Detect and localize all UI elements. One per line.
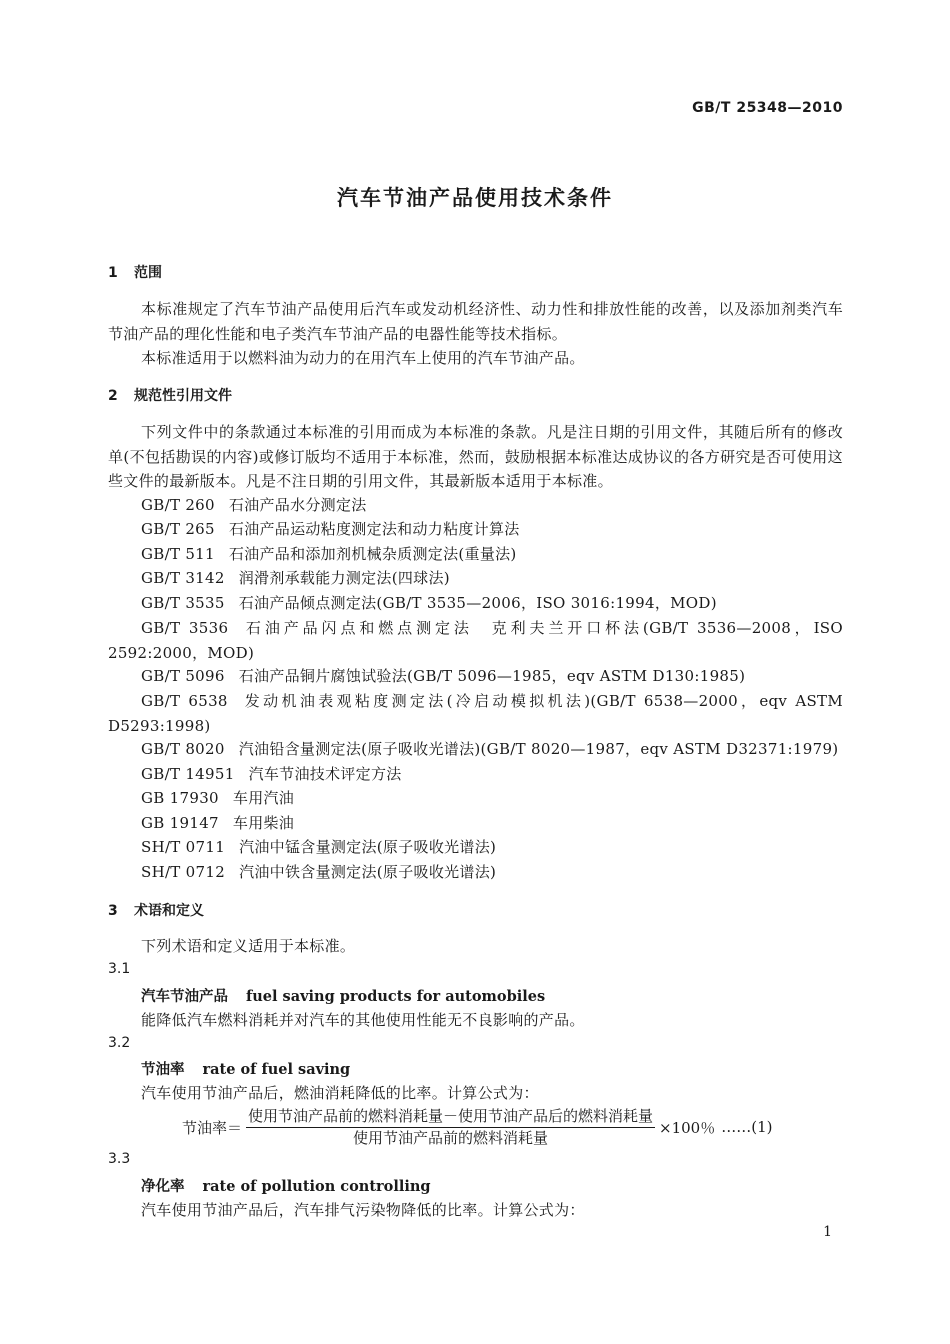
term-title: [141, 1058, 350, 1079]
reference-code: GB/T 511: [141, 545, 215, 563]
standard-code: GB/T 25348—2010: [692, 100, 843, 116]
formula-lhs: 节油率＝: [182, 1118, 243, 1137]
reference-item: [141, 738, 838, 759]
formula-denominator: 使用节油产品前的燃料消耗量: [353, 1128, 549, 1147]
reference-code: GB/T 14951: [141, 765, 235, 783]
reference-title: 石油产品水分测定法: [228, 496, 367, 514]
paragraph: 本标准适用于以燃料油为动力的在用汽车上使用的汽车节油产品。: [141, 349, 585, 367]
reference-title: 车用柴油: [232, 814, 295, 832]
reference-title: 石油产品运动粘度测定法和动力粘度计算法: [228, 520, 520, 538]
section-number: 3: [108, 903, 118, 919]
term-number: 3.1: [108, 961, 131, 977]
section-number: 1: [108, 265, 118, 281]
paragraph: 下列术语和定义适用于本标准。: [141, 937, 356, 955]
reference-item: [141, 861, 496, 882]
section-number: 2: [108, 388, 118, 404]
term-definition: 汽车使用节油产品后，燃油消耗降低的比率。计算公式为：: [141, 1084, 539, 1102]
reference-title: 汽油中铁含量测定法(原子吸收光谱法): [239, 863, 497, 881]
reference-title: 石油产品闪点和燃点测定法 克利夫兰开口杯法(GB/T 3536—2008，ISO 2592:2000，MOD): [108, 619, 843, 662]
reference-item: [141, 543, 517, 564]
term-name-en: fuel saving products for automobiles: [246, 988, 546, 1005]
reference-title: 石油产品和添加剂机械杂质测定法(重量法): [228, 545, 517, 563]
reference-code: SH/T 0711: [141, 838, 226, 856]
reference-title: 汽油中锰含量测定法(原子吸收光谱法): [239, 838, 497, 856]
formula-numerator: 使用节油产品前的燃料消耗量－使用节油产品后的燃料消耗量: [246, 1107, 655, 1128]
formula-fraction: [246, 1107, 655, 1148]
section-title: 范围: [134, 265, 162, 281]
section-title: 术语和定义: [134, 903, 204, 919]
reference-title: 润滑剂承载能力测定法(四球法): [238, 569, 450, 587]
term-title: [141, 985, 545, 1006]
reference-code: SH/T 0712: [141, 863, 226, 881]
reference-item: [141, 665, 745, 686]
term-definition: 能降低汽车燃料消耗并对汽车的其他使用性能无不良影响的产品。: [141, 1011, 585, 1029]
reference-code: GB 19147: [141, 814, 219, 832]
term-name-zh: 净化率: [141, 1179, 185, 1195]
reference-code: GB/T 260: [141, 496, 215, 514]
section-3-heading: [108, 900, 204, 920]
term-name-en: rate of pollution controlling: [202, 1178, 431, 1195]
reference-code: GB/T 6538: [141, 692, 228, 710]
reference-item: [141, 787, 294, 808]
section-title: 规范性引用文件: [134, 388, 232, 404]
page-number: 1: [823, 1224, 832, 1240]
reference-item: [108, 616, 843, 665]
paragraph: 本标准规定了汽车节油产品使用后汽车或发动机经济性、动力性和排放性能的改善，以及添加剂类汽车节油产品的理化性能和电子类汽车节油产品的电器性能等技术指标。: [108, 300, 843, 343]
reference-code: GB/T 3536: [141, 619, 229, 637]
reference-item: [108, 689, 843, 738]
reference-code: GB/T 8020: [141, 740, 225, 758]
term-definition: 汽车使用节油产品后，汽车排气污染物降低的比率。计算公式为：: [141, 1201, 585, 1219]
reference-item: [141, 836, 496, 857]
reference-item: [141, 592, 717, 613]
reference-code: GB/T 3142: [141, 569, 225, 587]
reference-title: 汽油铅含量测定法(原子吸收光谱法)(GB/T 8020—1987，eqv ASTM D32371:1979): [238, 740, 839, 758]
reference-title: 发动机油表观粘度测定法(冷启动模拟机法)(GB/T 6538—2000，eqv ASTM D5293:1998): [108, 692, 843, 735]
reference-code: GB 17930: [141, 789, 219, 807]
term-number: 3.2: [108, 1035, 131, 1051]
reference-code: GB/T 5096: [141, 667, 225, 685]
document-title: 汽车节油产品使用技术条件: [337, 186, 613, 210]
paragraph: 下列文件中的条款通过本标准的引用而成为本标准的条款。凡是注日期的引用文件，其随后所有的修改单(不包括勘误的内容)或修订版均不适用于本标准，然而，鼓励根据本标准达成协议的各方研究是否可使用这些文件的最新版本。凡是不注日期的引用文件，其最新版本适用于本标准。: [108, 423, 843, 490]
reference-code: GB/T 3535: [141, 594, 225, 612]
reference-item: [141, 567, 450, 588]
term-number: 3.3: [108, 1151, 131, 1167]
reference-code: GB/T 265: [141, 520, 215, 538]
reference-item: [141, 763, 402, 784]
reference-item: [141, 812, 294, 833]
term-name-zh: 汽车节油产品: [141, 989, 228, 1005]
equation-number: ……(1): [721, 1118, 773, 1136]
term-name-en: rate of fuel saving: [202, 1061, 351, 1078]
reference-title: 石油产品倾点测定法(GB/T 3535—2006，ISO 3016:1994，MOD): [238, 594, 717, 612]
section-1-heading: [108, 262, 162, 282]
reference-title: 汽车节油技术评定方法: [248, 765, 402, 783]
section-2-heading: [108, 385, 232, 405]
term-name-zh: 节油率: [141, 1062, 185, 1078]
reference-title: 车用汽油: [232, 789, 295, 807]
reference-title: 石油产品铜片腐蚀试验法(GB/T 5096—1985，eqv ASTM D130:1985): [238, 667, 746, 685]
formula-multiplier: ×100％: [659, 1118, 716, 1137]
fuel-saving-rate-formula: [182, 1106, 772, 1148]
reference-item: [141, 518, 520, 539]
reference-item: [141, 494, 367, 515]
term-title: [141, 1175, 431, 1196]
